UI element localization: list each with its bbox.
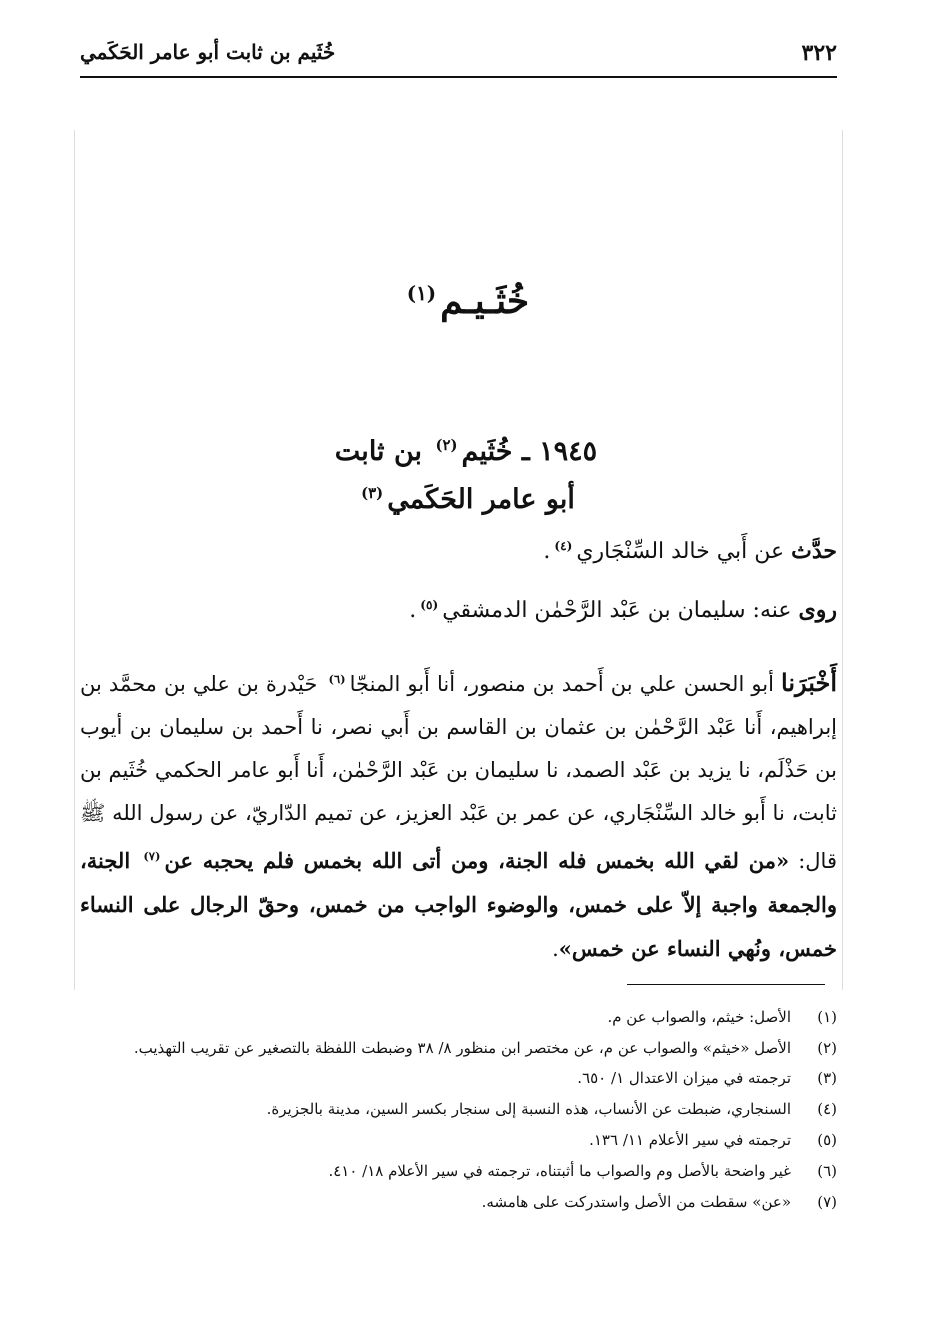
page-number: ٣٢٢ [801, 40, 837, 66]
footnote-item [80, 1063, 837, 1094]
body-end: . [552, 937, 559, 961]
footnotes [80, 1002, 837, 1218]
section-title [0, 280, 932, 322]
rawa-label: روى [798, 597, 837, 623]
footnote-number: (٢) [817, 1039, 837, 1057]
footnote-number: (٦) [817, 1162, 837, 1180]
footnote-text: غير واضحة بالأصل وم والصواب ما أثبتناه، ترجمته في سير الأعلام ١٨/ ٤١٠. [328, 1162, 791, 1180]
hadith-paragraph [80, 658, 837, 971]
body-text-1: أبو الحسن علي بن أَحمد بن منصور، أنا أَبو المنجّا [349, 672, 774, 696]
footnote-item [80, 1033, 837, 1063]
entry-title-line1 [0, 436, 932, 467]
footnote-item [80, 1187, 837, 1218]
footnote-ref-5: (٥) [420, 597, 439, 612]
footnote-item [80, 1094, 837, 1125]
entry-kunya: أبو عامر الحَكَمي [387, 484, 575, 515]
hadath-line [543, 538, 837, 564]
entry-name-rest: بن ثابت [334, 436, 423, 467]
footnote-item [80, 1002, 837, 1033]
rawa-line [409, 597, 837, 623]
footnote-number: (٧) [817, 1193, 837, 1211]
footnote-ref-3: (٣) [361, 484, 384, 502]
footnote-ref-6: (٦) [328, 672, 346, 686]
running-title: خُثَيم بن ثابت أبو عامر الحَكَمي [80, 40, 336, 64]
footnote-text: الأصل: خيثم، والصواب عن م. [607, 1008, 791, 1026]
footnote-number: (٥) [817, 1131, 837, 1149]
hadath-end: . [543, 539, 551, 564]
footnote-ref-1: (١) [406, 281, 437, 305]
rawa-text: عنه: سليمان بن عَبْد الرَّحْمٰن الدمشقي [442, 598, 792, 623]
scan-margin-line-right [842, 130, 843, 990]
footnote-number: (٣) [817, 1069, 837, 1087]
hadith-quote-1: «من لقي الله بخمس فله الجنة، ومن أتى الله بخمس فلم يحجبه عن [164, 848, 790, 873]
footnote-ref-4: (٤) [554, 538, 573, 553]
rawa-end: . [409, 598, 417, 623]
section-title-text: خُثَـيـم [440, 280, 530, 322]
footnote-separator [627, 984, 825, 985]
hadath-text: عن أَبي خالد السِّنْجَاري [576, 539, 785, 564]
entry-title-line2 [0, 484, 932, 515]
footnote-text: «عن» سقطت من الأصل واستدركت على هامشه. [481, 1193, 791, 1211]
running-header [80, 36, 837, 78]
footnote-item [80, 1125, 837, 1156]
body-lead-word: أَخْبَرَنا [781, 668, 837, 697]
footnote-text: ترجمته في ميزان الاعتدال ١/ ٦٥٠. [577, 1069, 791, 1087]
footnote-number: (٤) [817, 1100, 837, 1118]
scan-margin-line-left [74, 130, 75, 990]
footnote-item [80, 1156, 837, 1187]
footnote-text: السنجاري، ضبطت عن الأنساب، هذه النسبة إلى سنجار بكسر السين، مدينة بالجزيرة. [266, 1100, 791, 1118]
footnote-number: (١) [817, 1008, 837, 1026]
footnote-text: ترجمته في سير الأعلام ١١/ ١٣٦. [589, 1131, 791, 1149]
hadith-quote-2: الجنة، والجمعة واجبة إلاّ على خمس، والوضوء الواجب من خمس، وحقّ الرجال على النساء خمس، ونُهي النساء عن خمس» [80, 848, 837, 961]
entry-name: ١٩٤٥ ـ خُثَيم [461, 436, 598, 467]
footnote-ref-7: (٧) [143, 849, 161, 863]
footnote-text: الأصل «خيثم» والصواب عن م، عن مختصر ابن منظور ٨/ ٣٨ وضبطت اللفظة بالتصغير عن تقريب التهذيب. [133, 1039, 791, 1057]
footnote-ref-2: (٢) [435, 436, 458, 454]
body-text-2: حَيْدرة بن علي بن محمَّد بن إبراهيم، أَنا عَبْد الرَّحْمٰن بن عثمان بن القاسم بن أَبي نصر، نا أَحمد بن سليمان بن أيوب بن حَذْلَم، نا يزيد بن عَبْد الصمد، نا سليمان بن عَبْد الرَّحْمٰن، أَنا أَبو عامر الحكمي خُثَيم بن ثابت، نا أَبو خالد السِّنْجَاري، عن عمر بن عَبْد العزيز، عن تميم الدّاريّ، عن رسول الله ﷺ قال: [80, 672, 837, 873]
hadath-label: حدَّث [791, 538, 837, 564]
